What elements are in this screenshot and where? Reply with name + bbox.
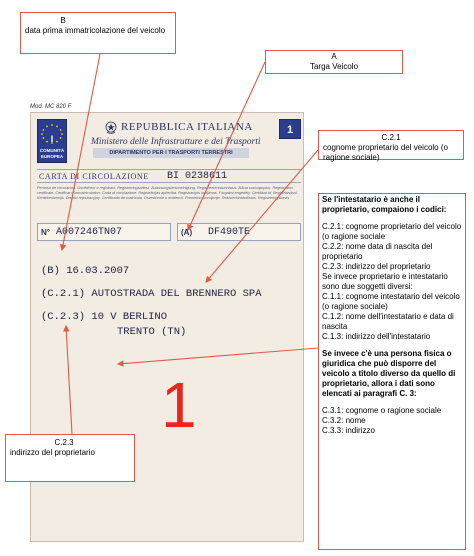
info-panel <box>318 193 466 550</box>
callout-a <box>265 50 403 74</box>
owner-name-line: (C.2.1) AUTOSTRADA DEL BRENNERO SPA <box>41 288 262 300</box>
id-row <box>37 223 301 241</box>
country-code: I <box>50 134 54 144</box>
callout-a-text: Targa Veicolo <box>309 62 359 71</box>
info-third-code: C.3.3: indirizzo <box>322 426 375 435</box>
callout-c21-text: cognome proprietario del veicolo (o ragione sociale) <box>323 143 448 162</box>
info-third-code: C.3.2: nome <box>322 416 366 425</box>
form-code: Mod. MC 820 F <box>30 104 72 110</box>
department-band: DIPARTIMENTO PER I TRASPORTI TERRESTRI <box>93 148 249 158</box>
info-holder-code: C.1.1: cognome intestatario del veicolo (o ragione sociale) <box>322 292 460 311</box>
info-owner-code: C.2.2: nome data di nascita del proprietario <box>322 242 433 261</box>
callout-c23-letter: C.2.3 <box>54 438 74 447</box>
republic-emblem-icon <box>105 121 117 135</box>
serial-box <box>37 223 171 241</box>
info-intro: Se l'intestatario è anche il proprietario, compaiono i codici: <box>322 195 447 214</box>
callout-c21 <box>318 130 464 160</box>
info-third-intro: Se invece c'è una persona fisica o giuridica che può disporre del veicolo a titolo diverso da quello di proprietario, allora i dati sono elencati ai paragrafi C. 3: <box>322 349 456 398</box>
republic-title: REPUBBLICA ITALIANA <box>121 121 253 133</box>
info-owner-code: C.2.3: indirizzo del proprietario <box>322 262 431 271</box>
eu-label: COMUNITÀ EUROPEA <box>39 148 65 159</box>
owner-city-line: TRENTO (TN) <box>117 326 187 338</box>
callout-c23-text: indirizzo del proprietario <box>10 448 95 457</box>
info-holder-intro: Se invece proprietario e intestatario sono due soggetti diversi: <box>322 272 448 291</box>
info-holder-code: C.1.2: nome dell'intestatario e data di nascita <box>322 312 454 331</box>
serial-label: N° <box>41 228 50 237</box>
ministry-title: Ministero delle Infrastrutture e dei Trasporti <box>91 137 261 147</box>
plate-label: (A) <box>181 228 193 237</box>
serial-value: A007246TN07 <box>56 227 123 238</box>
callout-b-text: data prima immatricolazione del veicolo <box>25 26 166 35</box>
multilingual-fine-print: Permiso de circulación. Osvědčení o registraci. Registreringsattest. Zulassungsbescheinigung. Registreerimistunnistus. Άδεια κυκλοφορίας. Registration certificate. Certificat d'immatriculation. Carta di circolazione. Reģistrācijas apliecība. Registracijos liudijimas. Forgalmi engedély. Certifikat ta' Registrazzjoni. Kentekenbewijs. Dowód rejestracyjny. Certificado de matrícula. Osvedčenie o evidencii. Prometno dovoljenje. Rekisteröintitodistus. Registreringsbevis <box>37 186 298 200</box>
callout-a-letter: A <box>331 52 337 61</box>
eu-flag-icon <box>37 119 67 163</box>
info-holder-code: C.1.3: indirizzo dell'intestatario <box>322 332 431 341</box>
document-title: CARTA DI CIRCOLAZIONE <box>39 172 149 181</box>
big-red-number: 1 <box>161 369 197 441</box>
info-third-code: C.3.1: cognome o ragione sociale <box>322 406 442 415</box>
plate-box <box>177 223 301 241</box>
info-owner-code: C.2.1: cognome proprietario del veicolo (o ragione sociale <box>322 222 462 241</box>
callout-b <box>20 12 176 54</box>
callout-c23 <box>5 434 135 482</box>
document-number: BI 0238611 <box>167 171 228 182</box>
registration-date-line: (B) 16.03.2007 <box>41 265 130 277</box>
page-badge: 1 <box>279 119 301 139</box>
callout-c21-letter: C.2.1 <box>381 133 401 142</box>
callout-b-letter: B <box>60 16 66 25</box>
title-row <box>37 169 301 183</box>
owner-address-line: (C.2.3) 10 V BERLINO <box>41 311 168 323</box>
plate-value: DF490TE <box>208 227 251 238</box>
